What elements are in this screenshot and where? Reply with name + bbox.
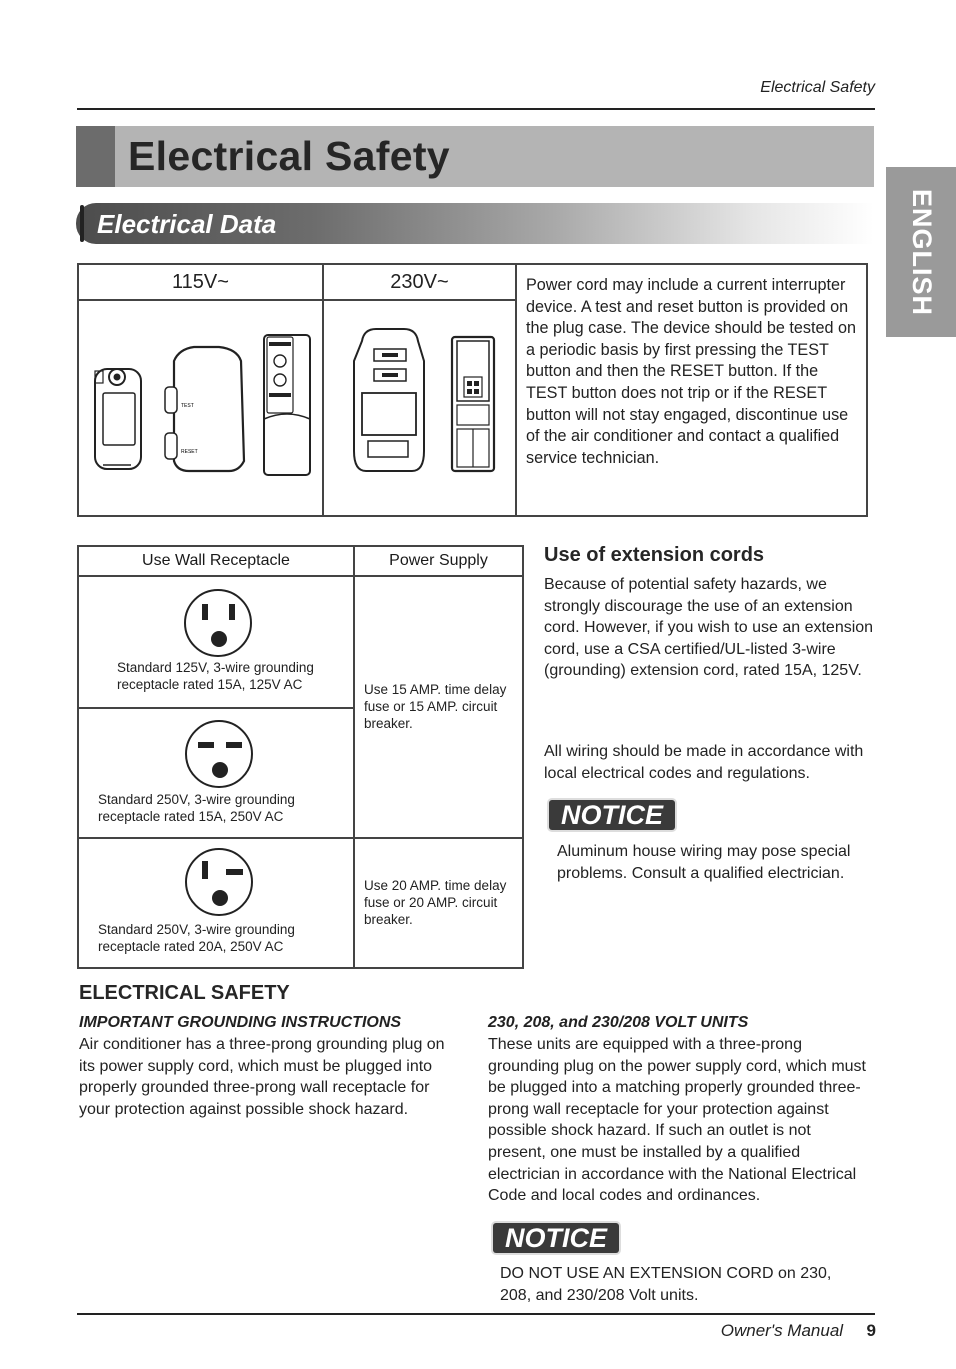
receptacle-125v-15a-icon	[79, 587, 353, 669]
extension-heading: Use of extension cords	[544, 544, 765, 566]
footer	[640, 1321, 876, 1341]
plug-115v-medium	[165, 347, 244, 471]
receptacle-row-1-label: Standard 125V, 3-wire grounding receptacle rated 15A, 125V AC	[117, 660, 314, 692]
volt-units-heading: 230, 208, and 230/208 VOLT UNITS	[488, 1014, 749, 1031]
grounding-heading: IMPORTANT GROUNDING INSTRUCTIONS	[79, 1014, 402, 1031]
receptacle-row-3-label: Standard 250V, 3-wire grounding receptacle rated 20A, 250V AC	[98, 922, 295, 954]
notice-badge-1: NOTICE	[549, 800, 675, 830]
plug-115v-small	[95, 369, 141, 469]
electrical-safety-heading: ELECTRICAL SAFETY	[79, 982, 290, 1004]
plug-table	[77, 263, 868, 517]
extension-para-1: Because of potential safety hazards, we strongly discourage the use of an extension cord. However, if you wish to use an extension cord, use a CSA certified/UL-listed 3-wire (grounding) extension cord, rated 15A, 125V.	[544, 576, 874, 680]
receptacle-table	[77, 545, 524, 969]
plug-230v-cell	[323, 300, 516, 516]
page-title: Electrical Safety	[128, 133, 450, 179]
receptacle-row-3	[78, 838, 354, 968]
header-rule	[77, 108, 875, 110]
section-bar-accent	[80, 205, 84, 242]
section-title: Electrical Data	[97, 209, 277, 239]
receptacle-250v-15a-icon	[79, 717, 353, 799]
language-tab-label: ENGLISH	[906, 188, 937, 316]
col-230v: 230V~	[323, 264, 516, 300]
footer-manual: Owner's Manual	[720, 1321, 844, 1340]
plug-230v-front	[354, 329, 424, 471]
col-power-supply: Power Supply	[354, 546, 523, 576]
plug-115v-cell	[78, 300, 323, 516]
plug-115v-illustration	[79, 301, 322, 515]
plug-reset-label: RESET	[181, 449, 198, 455]
col-115v: 115V~	[78, 264, 323, 300]
extension-para-2: All wiring should be made in accordance with local electrical codes and regulations.	[544, 743, 864, 782]
grounding-text: Air conditioner has a three-prong grounding plug on its power supply cord, which must be plugged into properly grounded three-prong wall receptacle for your protection against possible shock hazard.	[79, 1036, 445, 1118]
receptacle-row-2-label: Standard 250V, 3-wire grounding receptacle rated 15A, 250V AC	[98, 792, 295, 824]
title-accent-block	[76, 126, 115, 187]
plug-test-label: TEST	[181, 403, 194, 409]
notice-text-1: Aluminum house wiring may pose special problems. Consult a qualified electrician.	[557, 843, 851, 882]
volt-units-text: These units are equipped with a three-prong grounding plug on the power supply cord, which must be plugged into a matching properly grounded three-prong wall receptacle for your protection against possible shock hazard. If such an outlet is not present, one must be installed by a qualified electrician in accordance with the National Electrical Code and local codes and ordinances.	[488, 1036, 866, 1205]
receptacle-row-1	[78, 576, 354, 708]
language-tab-label-wrap	[886, 167, 956, 337]
footer-rule	[77, 1313, 875, 1315]
running-header: Electrical Safety	[760, 79, 875, 96]
plug-description: Power cord may include a current interrupter device. A test and reset button is provided on the plug case. The device should be tested on a periodic basis by first pressing the TEST button and then the RESET button. If the TEST button does not trip or if the RESET button will not stay engaged, discontinue use of the air conditioner and contact a qualified service technician.	[516, 264, 867, 516]
receptacle-row-2	[78, 708, 354, 838]
col-receptacle: Use Wall Receptacle	[78, 546, 354, 576]
plug-115v-tall	[264, 335, 310, 475]
supply-15a: Use 15 AMP. time delay fuse or 15 AMP. circuit breaker.	[354, 576, 523, 838]
receptacle-250v-20a-icon	[79, 845, 353, 927]
plug-230v-side	[452, 337, 494, 471]
plug-230v-illustration	[324, 301, 515, 515]
notice-text-2: DO NOT USE AN EXTENSION CORD on 230, 208, and 230/208 Volt units.	[500, 1265, 832, 1304]
supply-20a: Use 20 AMP. time delay fuse or 20 AMP. circuit breaker.	[354, 838, 523, 968]
page-number: 9	[866, 1321, 876, 1340]
notice-badge-2: NOTICE	[493, 1223, 619, 1253]
